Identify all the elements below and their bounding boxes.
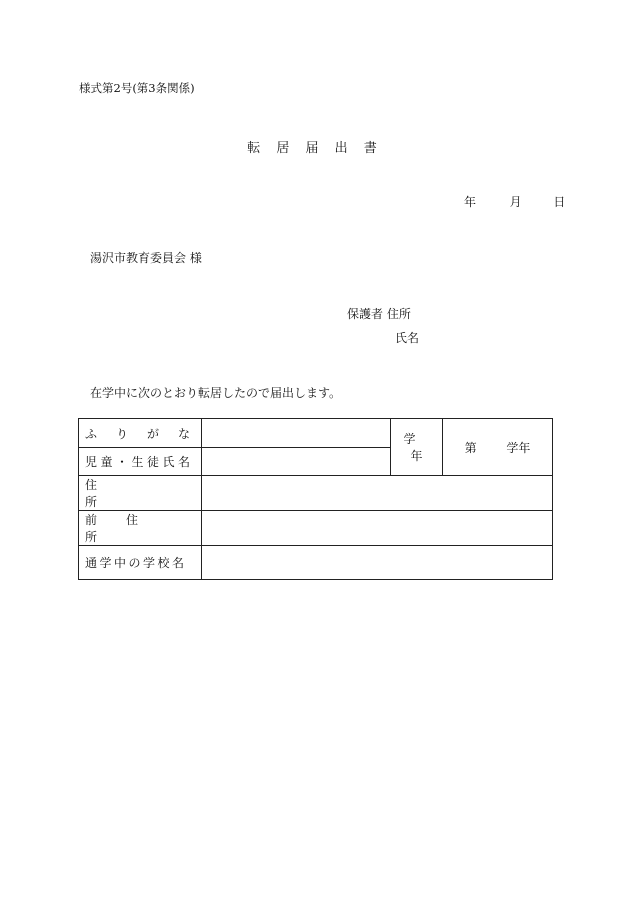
previous-address-field[interactable] [202, 511, 553, 546]
document-title [0, 137, 630, 156]
furigana-label [85, 425, 210, 442]
document-title-text: 転 居 届 出 書 [247, 141, 383, 156]
previous-address-label-cell [79, 511, 202, 546]
addressee: 湯沢市教育委員会 様 [90, 251, 202, 265]
grade-label-cell [391, 419, 443, 476]
grade-value-cell[interactable] [443, 419, 553, 476]
guardian-name-label: 氏名 [395, 331, 420, 345]
student-name-label: 児童・生徒氏名 [85, 455, 194, 469]
school-name-label: 通学中の学校名 [85, 556, 187, 570]
furigana-label-text: ふりがな [85, 426, 210, 441]
address-label-cell [79, 476, 202, 511]
furigana-field[interactable] [202, 419, 391, 448]
student-name-label-cell [79, 448, 202, 476]
date-year: 年 [464, 195, 477, 209]
address-label: 住所 [85, 478, 168, 509]
previous-address-label: 前住所 [85, 513, 168, 544]
date-line [464, 193, 565, 210]
student-name-field[interactable] [202, 448, 391, 476]
transfer-form-table [78, 418, 553, 580]
guardian-address-label: 保護者 住所 [347, 307, 411, 321]
grade-prefix: 第 [464, 440, 477, 455]
furigana-label-cell [79, 419, 210, 448]
date-month: 月 [509, 195, 522, 209]
school-name-label-cell [79, 546, 202, 580]
statement-text: 在学中に次のとおり転居したので届出します。 [90, 386, 342, 400]
address-field[interactable] [202, 476, 553, 511]
date-day: 日 [553, 195, 566, 209]
school-name-field[interactable] [202, 546, 553, 580]
grade-label: 学年 [403, 432, 437, 463]
form-number: 様式第2号(第3条関係) [79, 81, 195, 95]
grade-suffix: 学年 [506, 440, 531, 455]
